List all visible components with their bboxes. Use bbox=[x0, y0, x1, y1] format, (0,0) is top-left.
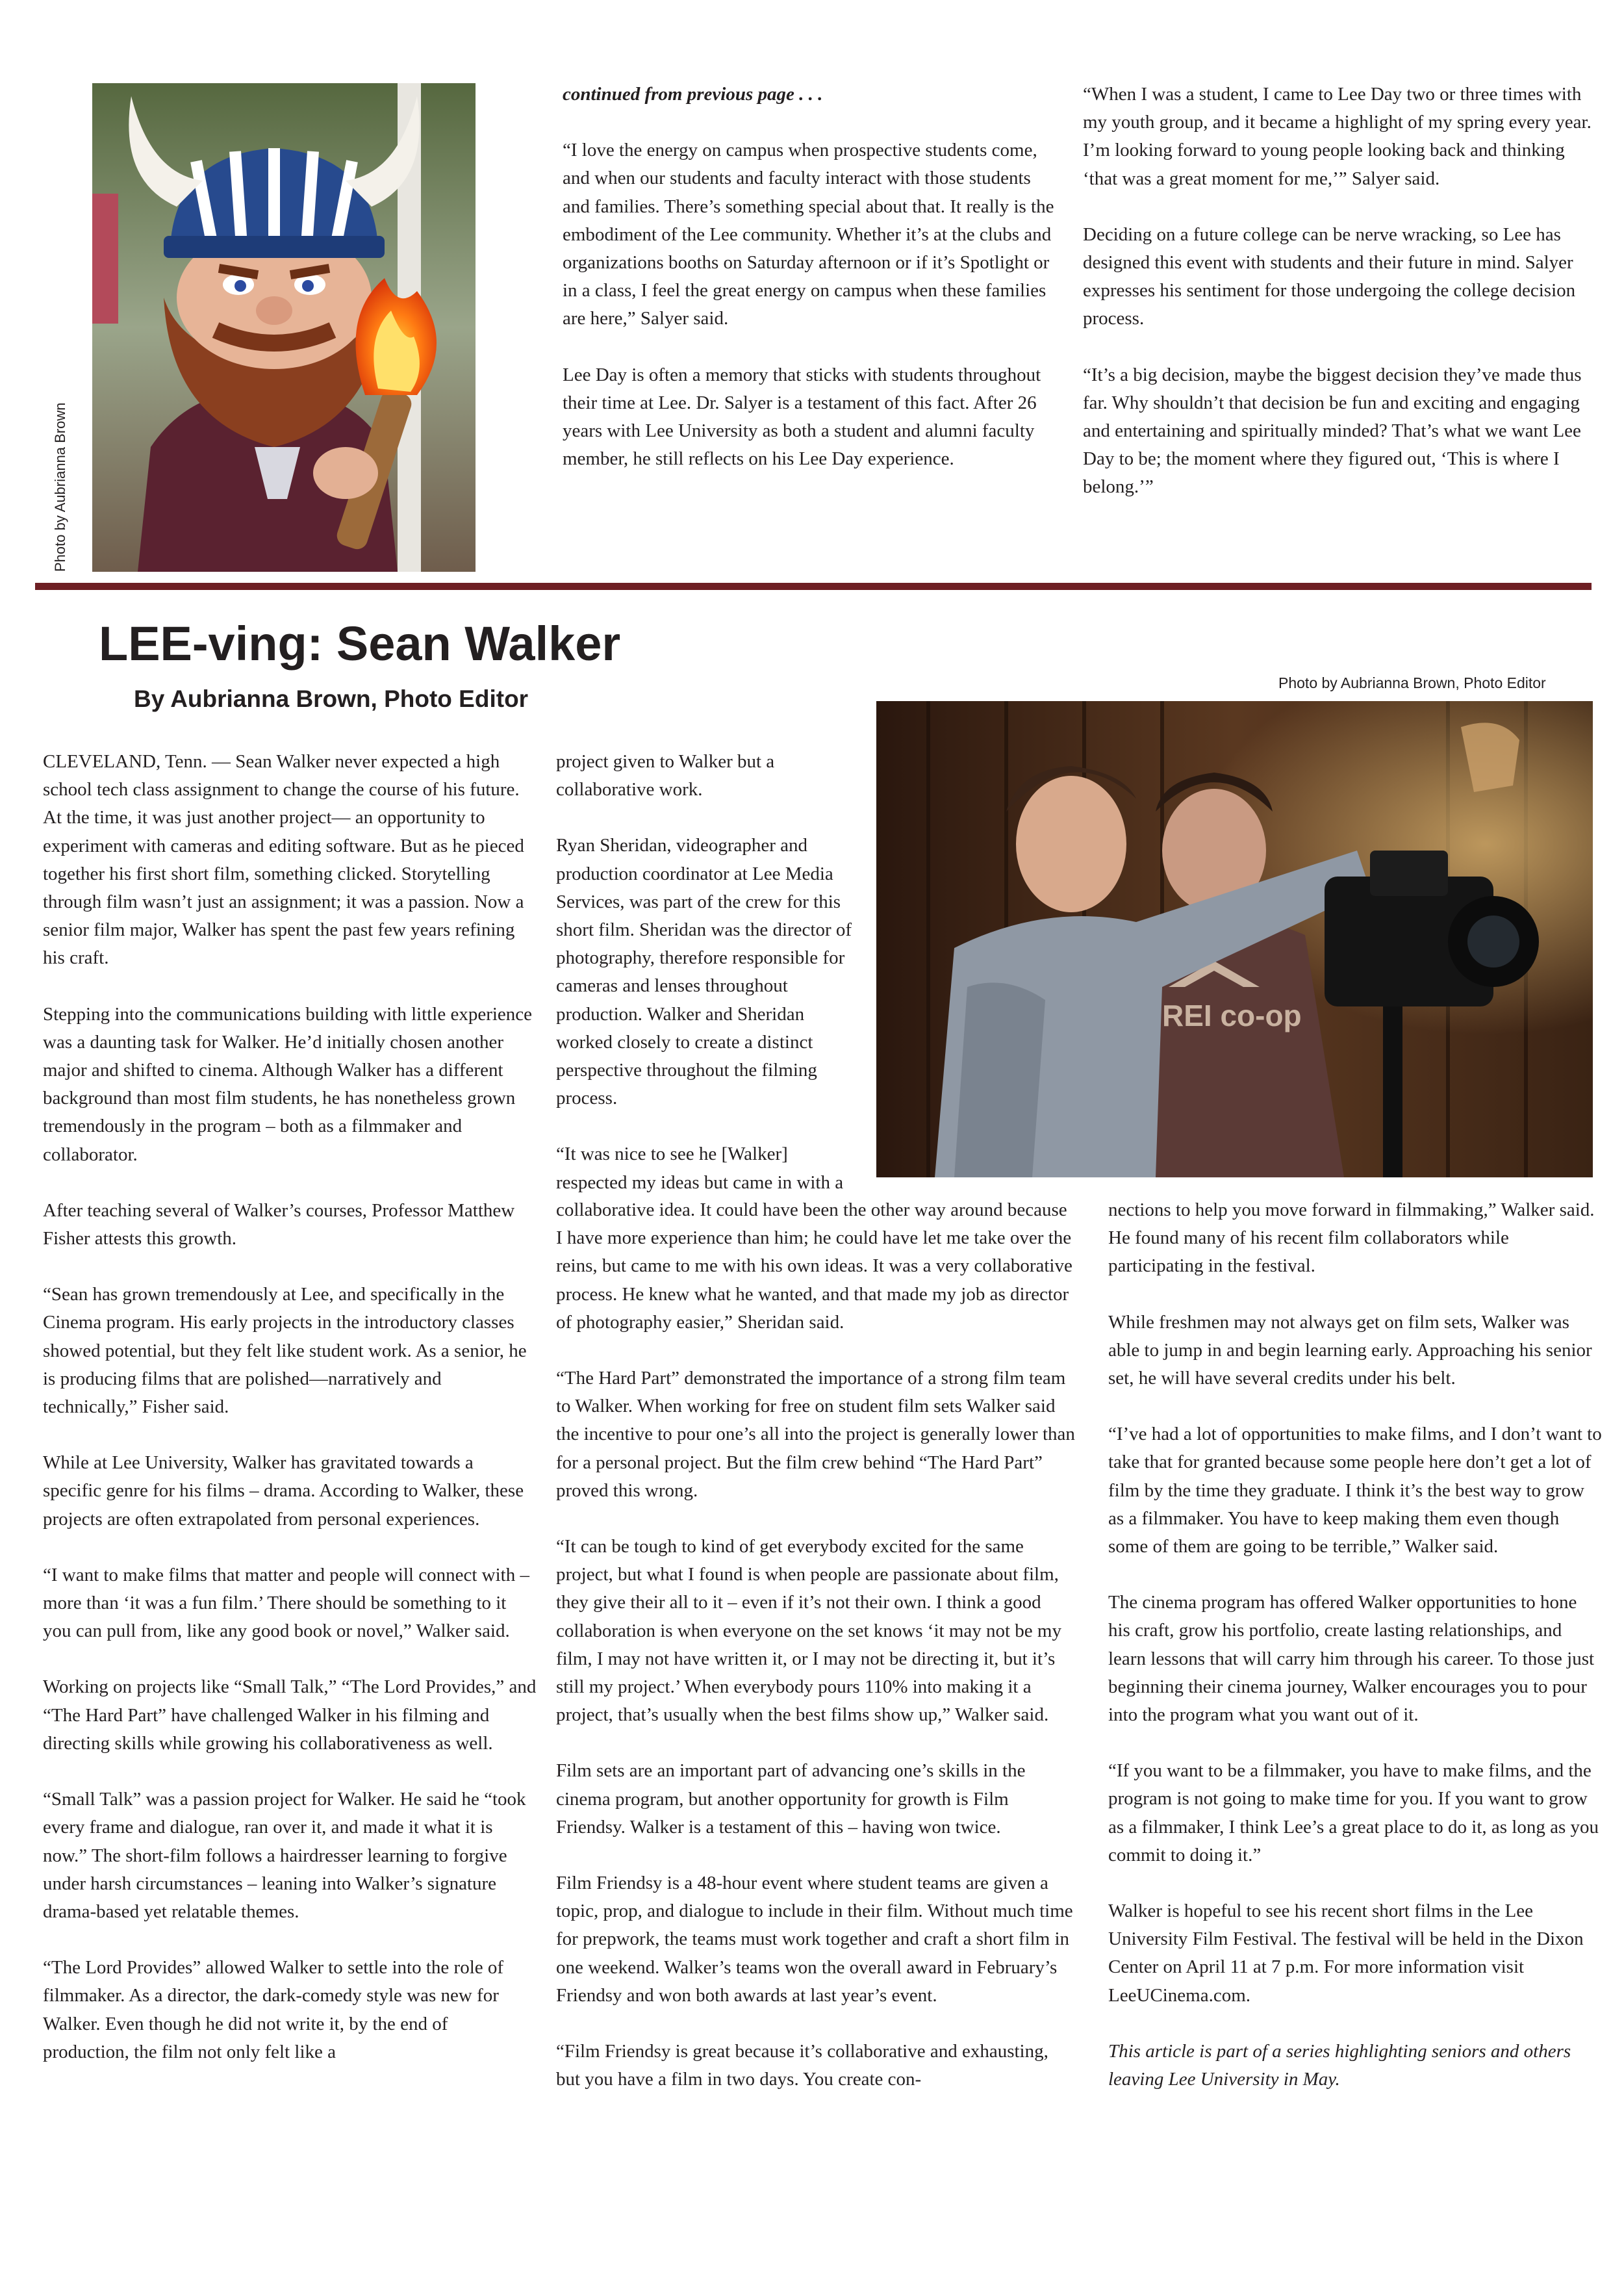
paragraph: Stepping into the communications building with little experience was a daunting task for Walker. He’d initially chosen another major and shifted to cinema. Although Walker has a different background than most film students, he has nonetheless grown tremendously in the program – both as a filmmaker and collaborator. bbox=[43, 1003, 533, 1165]
paragraph: “I love the energy on campus when prospective students come, and when our students and faculty interact with those students and families. There’s something special about that. It really is the embodiment of the Lee community. Whether it’s at the clubs and organizations booths on Saturday afternoon or if it’s Spotlight or in a class, I feel the great energy on campus when these families are here,” Salyer said. bbox=[563, 140, 1054, 329]
article-column-2-bottom bbox=[556, 1196, 1076, 2094]
mascot-photo bbox=[92, 83, 476, 572]
film-set-illustration bbox=[876, 701, 1593, 1177]
paragraph: “It was nice to see he [Walker] respected my ideas but came in with a bbox=[556, 1144, 844, 1193]
paragraph: “The Lord Provides” allowed Walker to settle into the role of filmmaker. As a director, the dark-comedy style was new for Walker. Even though he did not write it, by the end of production, the film not only felt like a bbox=[43, 1957, 504, 2062]
film-photo-credit: Photo by Aubrianna Brown, Photo Editor bbox=[1278, 674, 1546, 691]
paragraph: nections to help you move forward in filmmaking,” Walker said. He found many of his recent film collaborators while participating in the festival. bbox=[1108, 1199, 1595, 1277]
paragraph: collaborative idea. It could have been the other way around because I have more experience than him; he could have let me take over the reins, but came to me with his own ideas. It was a very collaborative process. He knew what he wanted, and that made my job as director of photography easier,” Sheridan said. bbox=[556, 1199, 1072, 1333]
paragraph: Working on projects like “Small Talk,” “The Lord Provides,” and “The Hard Part” have challenged Walker in his filming and directing skills while growing his collaborativeness as well. bbox=[43, 1676, 537, 1754]
paragraph: Ryan Sheridan, videographer and production coordinator at Lee Media Services, was part of the crew for this short film. Sheridan was the director of photography, therefore responsible for cameras and lenses throughout production. Walker and Sheridan worked closely to create a distinct perspective throughout the filming process. bbox=[556, 835, 852, 1109]
paragraph: Deciding on a future college can be nerve wracking, so Lee has designed this event with students and their future in mind. Salyer expresses his sentiment for those undergoing the college decision process. bbox=[1083, 224, 1576, 329]
article-byline: By Aubrianna Brown, Photo Editor bbox=[134, 685, 529, 712]
shirt-logo-text: REI co-op bbox=[1162, 999, 1302, 1032]
viking-mascot-illustration bbox=[92, 83, 476, 572]
paragraph: Lee Day is often a memory that sticks with students throughout their time at Lee. Dr. Salyer is a testament of this fact. After 26 years with Lee University as both a student and alumni faculty member, he still reflects on his Lee Day experience. bbox=[563, 364, 1041, 470]
paragraph: After teaching several of Walker’s courses, Professor Matthew Fisher attests this growth. bbox=[43, 1199, 515, 1249]
paragraph: project given to Walker but a collaborative work. bbox=[556, 751, 775, 801]
paragraph: “Sean has grown tremendously at Lee, and specifically in the Cinema program. His early projects in the introductory classes showed potential, but they felt like student work. As a senior, he is producing films that are polished—narratively and technically,” Fisher said. bbox=[43, 1284, 527, 1418]
article-headline: LEE-ving: Sean Walker bbox=[99, 617, 621, 671]
series-footnote: This article is part of a series highlighting seniors and others leaving Lee University in May. bbox=[1108, 2040, 1571, 2090]
continued-column bbox=[563, 81, 1056, 473]
paragraph: “If you want to be a filmmaker, you have to make films, and the program is not going to make time for you. If you want to grow as a filmmaker, I think Lee’s a great place to do it, as long as you commit to doing it.” bbox=[1108, 1760, 1599, 1865]
paragraph: “Film Friendsy is great because it’s collaborative and exhausting, but you have a film in two days. You create con- bbox=[556, 2041, 1048, 2090]
paragraph: Walker is hopeful to see his recent short films in the Lee University Film Festival. The festival will be held in the Dixon Center on April 11 at 7 p.m. For more information visit LeeUCinema.com. bbox=[1108, 1901, 1584, 2006]
paragraph: Film sets are an important part of advancing one’s skills in the cinema program, but another opportunity for growth is Film Friendsy. Walker is a testament of this – having won twice. bbox=[556, 1760, 1026, 1838]
paragraph: “The Hard Part” demonstrated the importance of a strong film team to Walker. When working for free on student film sets Walker said the incentive to pour one’s all into the project is generally lower than for a personal project. But the film crew behind “The Hard Part” proved this wrong. bbox=[556, 1368, 1075, 1501]
paragraph: Film Friendsy is a 48-hour event where student teams are given a topic, prop, and dialogue to include in their film. Without much time for prepwork, the teams must work together and craft a short film in one weekend. Walker’s teams won the overall award in February’s Friendsy and won both awards at last year’s event. bbox=[556, 1873, 1073, 2006]
article-column-2-top bbox=[556, 748, 861, 1197]
paragraph: CLEVELAND, Tenn. — Sean Walker never expected a high school tech class assignment to change the course of his future. At the time, it was just another project— an opportunity to experiment with cameras and editing software. But as he pieced together his first short film, something clicked. Storytelling through film wasn’t just an assignment; it was a passion. Now a senior film major, Walker has spent the past few years refining his craft. bbox=[43, 751, 524, 969]
paragraph: “When I was a student, I came to Lee Day two or three times with my youth group, and it became a highlight of my spring every year. I’m looking forward to young people looking back and thinking ‘that was a great moment for me,’” Salyer said. bbox=[1083, 84, 1592, 189]
paragraph: “It can be tough to kind of get everybody excited for the same project, but what I found is when people are passionate about film, they give their all to it – even if it’s not their own. I think a good collaboration is when everyone on the set knows ‘it may not be my film, I may not have written it, or I may not be directing it, but it’s still my project.’ When everybody pours 110% into making it a project, that’s usually when the best films show up,” Walker said. bbox=[556, 1536, 1061, 1726]
film-set-photo bbox=[876, 701, 1593, 1177]
section-divider bbox=[35, 583, 1592, 590]
paragraph: “It’s a big decision, maybe the biggest decision they’ve made thus far. Why shouldn’t that decision be fun and exciting and engaging and entertaining and spiritually minded? That’s what we want Lee Day to be; the moment where they figured out, ‘This is where I belong.’” bbox=[1083, 364, 1582, 498]
continued-column-right bbox=[1083, 81, 1603, 502]
paragraph: “I want to make films that matter and people will connect with – more than ‘it was a fun film.’ There should be something to it you can pull from, like any good book or novel,” Walker said. bbox=[43, 1564, 529, 1642]
mascot-photo-credit: Photo by Aubrianna Brown bbox=[52, 402, 68, 572]
paragraph: While at Lee University, Walker has gravitated towards a specific genre for his films – drama. According to Walker, these projects are often extrapolated from personal experiences. bbox=[43, 1452, 524, 1530]
paragraph: While freshmen may not always get on film sets, Walker was able to jump in and begin learning early. Approaching his senior set, he will have several credits under his belt. bbox=[1108, 1311, 1592, 1389]
article-column-1 bbox=[43, 748, 537, 2066]
continued-label: continued from previous page . . . bbox=[563, 84, 823, 105]
paragraph: “Small Talk” was a passion project for Walker. He said he “took every frame and dialogue, ran over it, and made it what it is now.” The short-film follows a hairdresser learning to forgive under harsh circumstances – leaning into Walker’s signature drama-based yet relatable themes. bbox=[43, 1789, 526, 1922]
paragraph: The cinema program has offered Walker opportunities to hone his craft, grow his portfolio, create lasting relationships, and learn lessons that will carry him through his career. To those just beginning their cinema journey, Walker encourages you to pour into the program what you want out of it. bbox=[1108, 1592, 1595, 1726]
article-column-3 bbox=[1108, 1196, 1602, 2094]
paragraph: “I’ve had a lot of opportunities to make films, and I don’t want to take that for granted because some people here don’t get a lot of film by the time they graduate. I think it’s the best way to grow as a filmmaker. You have to keep making them even though some of them are going to be terrible,” Walker said. bbox=[1108, 1424, 1602, 1557]
